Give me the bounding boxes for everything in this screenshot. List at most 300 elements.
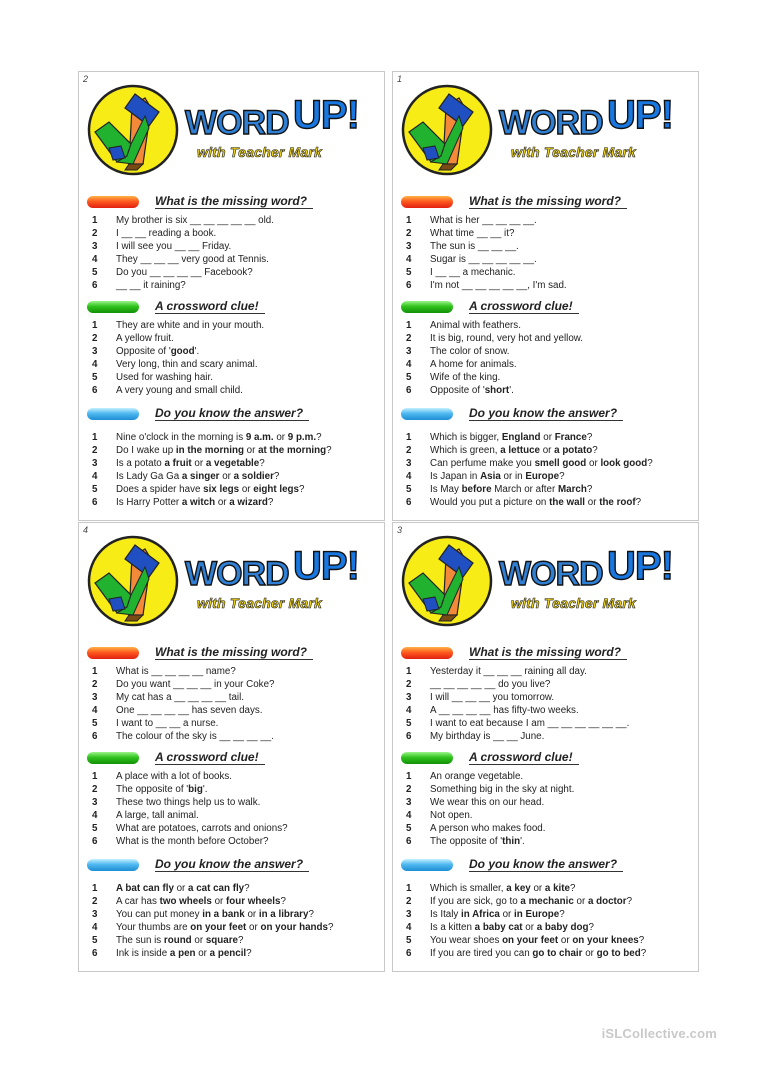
missing-word-list — [79, 665, 384, 743]
item-number: 6 — [92, 280, 98, 291]
missing-word-item — [79, 717, 384, 730]
item-text: Animal with feathers. — [430, 320, 521, 331]
item-text: The opposite of 'big'. — [116, 784, 208, 795]
item-number: 5 — [92, 935, 98, 946]
crossword-clue-item — [79, 371, 384, 384]
item-text: Is Lady Ga Ga a singer or a soldier? — [116, 471, 280, 482]
item-number: 2 — [406, 896, 412, 907]
missing-word-item — [79, 227, 384, 240]
item-number: 4 — [406, 254, 412, 265]
item-text: The color of snow. — [430, 346, 510, 357]
item-text: Is Harry Potter a witch or a wizard? — [116, 497, 274, 508]
know-the-answer-item — [79, 457, 384, 470]
missing-word-item — [393, 279, 698, 292]
know-the-answer-item — [393, 934, 698, 947]
missing-word-section — [79, 644, 384, 743]
item-number: 3 — [406, 909, 412, 920]
crossword-clue-list — [393, 319, 698, 397]
section-header — [393, 749, 698, 766]
brand-word: WORD — [499, 104, 603, 142]
item-text: If you are tired you can go to chair or go to bed? — [430, 948, 647, 959]
item-text: It is big, round, very hot and yellow. — [430, 333, 584, 344]
item-number: 6 — [92, 497, 98, 508]
item-text: The sun is __ __ __. — [430, 241, 519, 252]
item-text: Is Italy in Africa or in Europe? — [430, 909, 565, 920]
missing-word-item — [393, 691, 698, 704]
item-number: 1 — [406, 666, 412, 677]
item-number: 1 — [406, 883, 412, 894]
item-text: I __ __ a mechanic. — [430, 267, 516, 278]
item-text: I'm not __ __ __ __ __, I'm sad. — [430, 280, 567, 291]
know-the-answer-item — [79, 947, 384, 960]
card — [78, 71, 385, 521]
section-pill-icon — [87, 408, 139, 420]
item-number: 5 — [406, 718, 412, 729]
know-the-answer-list — [79, 431, 384, 509]
item-text: You can put money in a bank or in a library? — [116, 909, 314, 920]
know-the-answer-item — [393, 457, 698, 470]
item-number: 3 — [92, 346, 98, 357]
item-text: I will __ __ __ you tomorrow. — [430, 692, 555, 703]
item-text: Does a spider have six legs or eight legs? — [116, 484, 305, 495]
item-text: I will see you __ __ Friday. — [116, 241, 232, 252]
item-number: 2 — [406, 679, 412, 690]
missing-word-item — [393, 214, 698, 227]
missing-word-item — [393, 730, 698, 743]
item-text: Which is bigger, England or France? — [430, 432, 593, 443]
item-number: 6 — [406, 497, 412, 508]
know-the-answer-section — [393, 405, 698, 509]
crossword-clue-item — [79, 345, 384, 358]
section-header — [79, 644, 384, 661]
byline: with Teacher Mark — [511, 144, 637, 160]
section-header — [79, 749, 384, 766]
section-pill-icon — [87, 859, 139, 871]
card — [392, 71, 699, 521]
know-the-answer-item — [79, 431, 384, 444]
item-number: 4 — [92, 705, 98, 716]
missing-word-list — [79, 214, 384, 292]
know-the-answer-item — [393, 947, 698, 960]
section-pill-icon — [87, 196, 139, 208]
item-text: Is May before March or after March? — [430, 484, 593, 495]
know-the-answer-item — [79, 908, 384, 921]
item-number: 2 — [406, 784, 412, 795]
item-number: 4 — [406, 471, 412, 482]
know-the-answer-item — [393, 921, 698, 934]
item-text: If you are sick, go to a mechanic or a doctor? — [430, 896, 633, 907]
item-text: The colour of the sky is __ __ __ __. — [116, 731, 274, 742]
section-pill-icon — [401, 859, 453, 871]
card — [392, 522, 699, 972]
know-the-answer-item — [393, 483, 698, 496]
item-text: Opposite of 'good'. — [116, 346, 200, 357]
know-the-answer-item — [79, 496, 384, 509]
section-pill-icon — [401, 408, 453, 420]
know-the-answer-item — [79, 483, 384, 496]
item-text: What is the month before October? — [116, 836, 269, 847]
crossword-clue-item — [393, 809, 698, 822]
crossword-clue-item — [393, 371, 698, 384]
crossword-clue-list — [79, 319, 384, 397]
section-header — [393, 193, 698, 210]
item-text: What are potatoes, carrots and onions? — [116, 823, 288, 834]
item-text: They __ __ __ very good at Tennis. — [116, 254, 269, 265]
item-number: 3 — [406, 458, 412, 469]
item-number: 2 — [92, 896, 98, 907]
crossword-clue-item — [393, 358, 698, 371]
item-text: Is a potato a fruit or a vegetable? — [116, 458, 265, 469]
section-pill-icon — [87, 301, 139, 313]
item-text: What is __ __ __ __ name? — [116, 666, 236, 677]
section-title: A crossword clue! — [155, 750, 265, 765]
item-number: 2 — [92, 784, 98, 795]
missing-word-item — [393, 227, 698, 240]
missing-word-item — [79, 678, 384, 691]
item-number: 5 — [92, 372, 98, 383]
item-number: 3 — [92, 241, 98, 252]
know-the-answer-list — [79, 882, 384, 960]
item-number: 4 — [92, 810, 98, 821]
item-number: 3 — [406, 241, 412, 252]
item-text: Used for washing hair. — [116, 372, 213, 383]
item-text: Very long, thin and scary animal. — [116, 359, 258, 370]
section-title: Do you know the answer? — [469, 857, 623, 872]
item-number: 4 — [92, 359, 98, 370]
item-text: A person who makes food. — [430, 823, 546, 834]
section-title: A crossword clue! — [469, 750, 579, 765]
item-number: 2 — [406, 445, 412, 456]
item-text: What time __ __ it? — [430, 228, 515, 239]
item-text: My cat has a __ __ __ __ tail. — [116, 692, 244, 703]
crossword-clue-item — [79, 319, 384, 332]
section-header — [79, 193, 384, 210]
item-number: 3 — [92, 909, 98, 920]
missing-word-item — [393, 678, 698, 691]
item-text: The sun is round or square? — [116, 935, 244, 946]
section-header — [79, 856, 384, 873]
item-number: 1 — [406, 771, 412, 782]
item-text: A __ __ __ __ has fifty-two weeks. — [430, 705, 579, 716]
item-number: 3 — [406, 346, 412, 357]
item-number: 5 — [92, 267, 98, 278]
know-the-answer-item — [393, 496, 698, 509]
brand-word: WORD — [185, 555, 289, 593]
item-text: Your thumbs are on your feet or on your hands? — [116, 922, 334, 933]
item-number: 1 — [406, 215, 412, 226]
section-header — [79, 298, 384, 315]
item-text: Sugar is __ __ __ __ __. — [430, 254, 537, 265]
item-number: 2 — [92, 679, 98, 690]
crossword-clue-item — [393, 835, 698, 848]
crossword-clue-section — [79, 298, 384, 397]
item-text: Nine o'clock in the morning is 9 a.m. or 9 p.m.? — [116, 432, 322, 443]
item-number: 6 — [92, 385, 98, 396]
crossword-clue-item — [79, 783, 384, 796]
know-the-answer-item — [79, 934, 384, 947]
item-text: My brother is six __ __ __ __ __ old. — [116, 215, 274, 226]
section-pill-icon — [87, 647, 139, 659]
word-up-title — [183, 537, 383, 597]
item-text: Which is green, a lettuce or a potato? — [430, 445, 598, 456]
missing-word-section — [79, 193, 384, 292]
crossword-clue-item — [393, 783, 698, 796]
crossword-clue-item — [79, 384, 384, 397]
item-text: I want to __ __ a nurse. — [116, 718, 219, 729]
missing-word-item — [79, 253, 384, 266]
know-the-answer-item — [79, 921, 384, 934]
missing-word-item — [393, 717, 698, 730]
crossword-clue-item — [393, 770, 698, 783]
know-the-answer-item — [393, 895, 698, 908]
card — [78, 522, 385, 972]
word-up-logo-icon — [87, 535, 179, 627]
section-header — [393, 856, 698, 873]
item-number: 3 — [92, 458, 98, 469]
section-header — [393, 298, 698, 315]
item-number: 2 — [92, 333, 98, 344]
section-pill-icon — [87, 752, 139, 764]
missing-word-section — [393, 193, 698, 292]
missing-word-list — [393, 665, 698, 743]
know-the-answer-item — [393, 882, 698, 895]
item-text: I __ __ reading a book. — [116, 228, 217, 239]
know-the-answer-section — [393, 856, 698, 960]
item-text: The opposite of 'thin'. — [430, 836, 525, 847]
byline: with Teacher Mark — [511, 595, 637, 611]
crossword-clue-item — [79, 332, 384, 345]
missing-word-item — [393, 665, 698, 678]
item-number: 5 — [406, 484, 412, 495]
know-the-answer-item — [79, 470, 384, 483]
missing-word-list — [393, 214, 698, 292]
missing-word-section — [393, 644, 698, 743]
item-number: 6 — [406, 948, 412, 959]
know-the-answer-section — [79, 405, 384, 509]
item-text: Opposite of 'short'. — [430, 385, 514, 396]
item-text: Which is smaller, a key or a kite? — [430, 883, 576, 894]
item-text: They are white and in your mouth. — [116, 320, 265, 331]
crossword-clue-item — [393, 384, 698, 397]
item-text: I want to eat because I am __ __ __ __ __ __. — [430, 718, 630, 729]
crossword-clue-item — [393, 796, 698, 809]
word-up-logo-icon — [401, 535, 493, 627]
item-text: Not open. — [430, 810, 473, 821]
missing-word-item — [393, 240, 698, 253]
card-number: 2 — [83, 74, 89, 84]
byline: with Teacher Mark — [197, 144, 323, 160]
item-number: 4 — [92, 254, 98, 265]
item-text: A large, tall animal. — [116, 810, 199, 821]
know-the-answer-item — [393, 444, 698, 457]
item-number: 1 — [406, 432, 412, 443]
item-text: __ __ it raining? — [116, 280, 186, 291]
word-up-title — [497, 537, 697, 597]
item-number: 3 — [406, 797, 412, 808]
know-the-answer-item — [79, 895, 384, 908]
item-number: 6 — [92, 836, 98, 847]
know-the-answer-list — [393, 882, 698, 960]
brand-up: UP! — [607, 544, 673, 588]
item-text: Wife of the king. — [430, 372, 501, 383]
section-pill-icon — [401, 301, 453, 313]
crossword-clue-item — [79, 770, 384, 783]
know-the-answer-item — [79, 882, 384, 895]
item-number: 5 — [92, 823, 98, 834]
section-header — [393, 405, 698, 422]
crossword-clue-item — [393, 345, 698, 358]
missing-word-item — [79, 704, 384, 717]
crossword-clue-section — [79, 749, 384, 848]
item-text: A home for animals. — [430, 359, 517, 370]
item-number: 5 — [92, 718, 98, 729]
watermark: iSLCollective.com — [601, 1026, 717, 1041]
item-number: 1 — [92, 883, 98, 894]
item-number: 1 — [92, 320, 98, 331]
crossword-clue-item — [393, 319, 698, 332]
crossword-clue-section — [393, 298, 698, 397]
item-number: 1 — [92, 432, 98, 443]
item-text: We wear this on our head. — [430, 797, 545, 808]
item-text: Yesterday it __ __ __ raining all day. — [430, 666, 587, 677]
item-text: A yellow fruit. — [116, 333, 174, 344]
missing-word-item — [79, 691, 384, 704]
item-number: 3 — [92, 797, 98, 808]
item-number: 5 — [92, 484, 98, 495]
item-number: 3 — [92, 692, 98, 703]
crossword-clue-item — [79, 822, 384, 835]
item-number: 1 — [92, 215, 98, 226]
section-title: What is the missing word? — [155, 194, 313, 209]
item-number: 3 — [406, 692, 412, 703]
item-text: These two things help us to walk. — [116, 797, 261, 808]
crossword-clue-item — [79, 809, 384, 822]
item-number: 4 — [406, 359, 412, 370]
item-text: A bat can fly or a cat can fly? — [116, 883, 250, 894]
know-the-answer-item — [393, 908, 698, 921]
crossword-clue-item — [79, 796, 384, 809]
item-text: Can perfume make you smell good or look good? — [430, 458, 653, 469]
section-title: Do you know the answer? — [469, 406, 623, 421]
word-up-logo-icon — [87, 84, 179, 176]
crossword-clue-item — [393, 822, 698, 835]
item-text: My birthday is __ __ June. — [430, 731, 545, 742]
know-the-answer-item — [79, 444, 384, 457]
item-text: A very young and small child. — [116, 385, 243, 396]
item-number: 1 — [92, 771, 98, 782]
crossword-clue-list — [79, 770, 384, 848]
brand-word: WORD — [185, 104, 289, 142]
item-number: 6 — [406, 385, 412, 396]
missing-word-item — [79, 266, 384, 279]
item-number: 6 — [406, 731, 412, 742]
missing-word-item — [79, 240, 384, 253]
missing-word-item — [393, 253, 698, 266]
brand-up: UP! — [607, 93, 673, 137]
section-header — [393, 644, 698, 661]
missing-word-item — [393, 266, 698, 279]
know-the-answer-item — [393, 431, 698, 444]
know-the-answer-section — [79, 856, 384, 960]
crossword-clue-item — [79, 358, 384, 371]
item-text: Do I wake up in the morning or at the morning? — [116, 445, 332, 456]
crossword-clue-section — [393, 749, 698, 848]
item-text: __ __ __ __ __ do you live? — [430, 679, 551, 690]
item-number: 6 — [92, 948, 98, 959]
word-up-title — [183, 86, 383, 146]
item-text: Would you put a picture on the wall or the roof? — [430, 497, 642, 508]
item-number: 2 — [406, 333, 412, 344]
section-title: A crossword clue! — [469, 299, 579, 314]
know-the-answer-item — [393, 470, 698, 483]
crossword-clue-list — [393, 770, 698, 848]
item-number: 6 — [92, 731, 98, 742]
section-title: Do you know the answer? — [155, 406, 309, 421]
item-text: You wear shoes on your feet or on your knees? — [430, 935, 645, 946]
section-title: What is the missing word? — [155, 645, 313, 660]
brand-up: UP! — [293, 93, 359, 137]
item-number: 5 — [406, 267, 412, 278]
item-text: An orange vegetable. — [430, 771, 524, 782]
item-number: 5 — [406, 935, 412, 946]
item-text: What is her __ __ __ __. — [430, 215, 537, 226]
missing-word-item — [79, 665, 384, 678]
section-title: Do you know the answer? — [155, 857, 309, 872]
item-text: Do you want __ __ __ in your Coke? — [116, 679, 275, 690]
card-number: 1 — [397, 74, 403, 84]
item-number: 4 — [92, 922, 98, 933]
section-header — [79, 405, 384, 422]
item-text: Ink is inside a pen or a pencil? — [116, 948, 252, 959]
missing-word-item — [79, 730, 384, 743]
item-number: 6 — [406, 280, 412, 291]
item-text: Something big in the sky at night. — [430, 784, 575, 795]
item-number: 2 — [92, 445, 98, 456]
item-number: 5 — [406, 372, 412, 383]
item-number: 4 — [406, 705, 412, 716]
missing-word-item — [79, 214, 384, 227]
item-text: A place with a lot of books. — [116, 771, 232, 782]
item-number: 2 — [92, 228, 98, 239]
item-text: Is a kitten a baby cat or a baby dog? — [430, 922, 594, 933]
item-text: One __ __ __ __ has seven days. — [116, 705, 263, 716]
crossword-clue-item — [79, 835, 384, 848]
item-text: A car has two wheels or four wheels? — [116, 896, 286, 907]
item-number: 5 — [406, 823, 412, 834]
item-number: 4 — [406, 810, 412, 821]
item-number: 4 — [92, 471, 98, 482]
word-up-logo-icon — [401, 84, 493, 176]
know-the-answer-list — [393, 431, 698, 509]
item-number: 1 — [406, 320, 412, 331]
section-pill-icon — [401, 196, 453, 208]
section-pill-icon — [401, 647, 453, 659]
item-number: 1 — [92, 666, 98, 677]
item-text: Is Japan in Asia or in Europe? — [430, 471, 565, 482]
section-title: What is the missing word? — [469, 194, 627, 209]
section-title: What is the missing word? — [469, 645, 627, 660]
item-number: 4 — [406, 922, 412, 933]
section-pill-icon — [401, 752, 453, 764]
item-number: 2 — [406, 228, 412, 239]
item-text: Do you __ __ __ __ Facebook? — [116, 267, 253, 278]
missing-word-item — [393, 704, 698, 717]
section-title: A crossword clue! — [155, 299, 265, 314]
missing-word-item — [79, 279, 384, 292]
item-number: 6 — [406, 836, 412, 847]
byline: with Teacher Mark — [197, 595, 323, 611]
brand-word: WORD — [499, 555, 603, 593]
